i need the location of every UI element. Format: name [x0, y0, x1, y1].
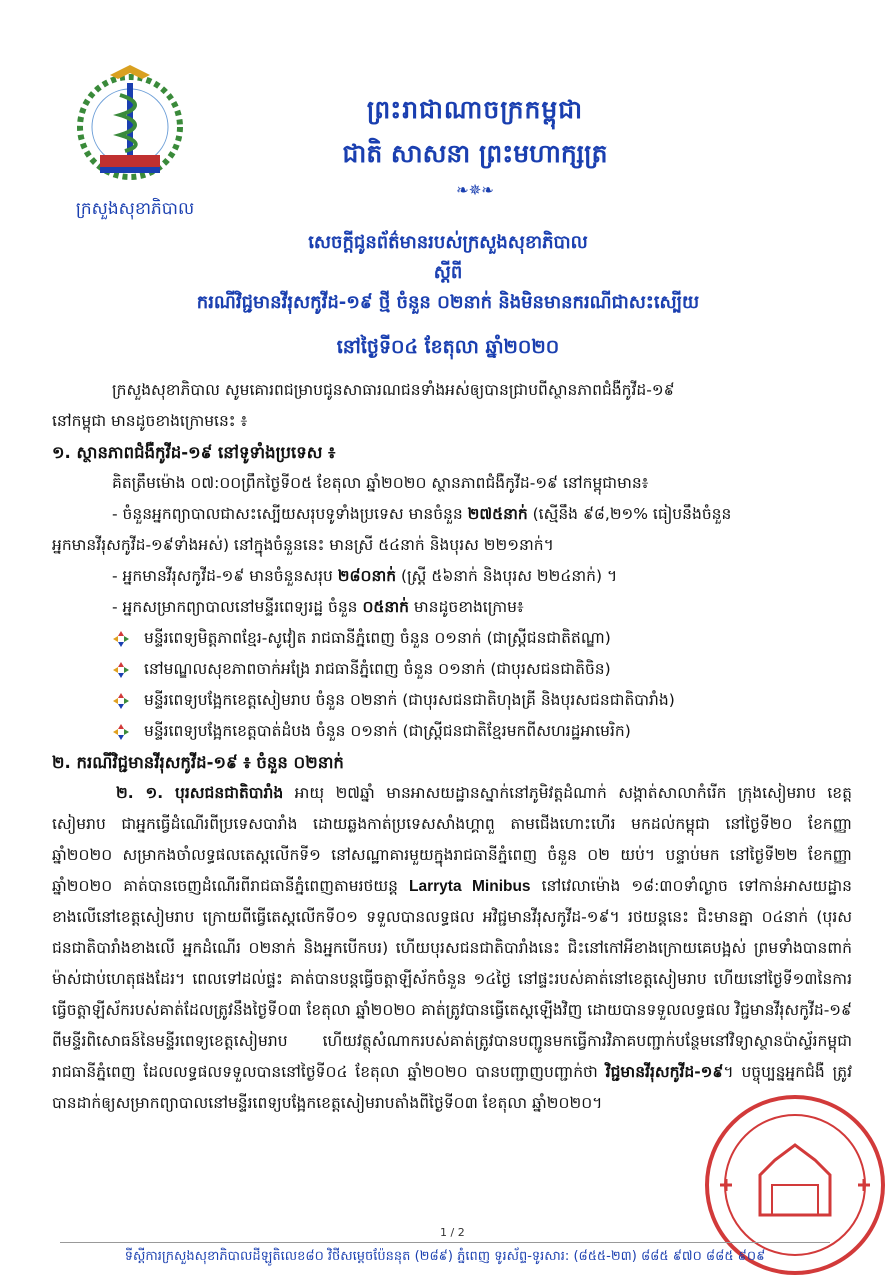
kingdom-heading [280, 95, 670, 199]
title-line2: ស្តីពី [433, 262, 463, 283]
document-title [60, 228, 836, 362]
four-arrow-bullet-icon [112, 723, 130, 741]
bullet-text: មន្ទីរពេទ្យមិត្តភាពខ្មែរ-សូវៀត រាជធានីភ្នំពេញ ចំនួន ០១នាក់ (ជាស្ត្រីជនជាតិឥណ្ឌា) [144, 629, 611, 647]
para-c: ។ បច្ចុប្បន្នអ្នកជំងឺ ត្រូវបានដាក់ឲ្យសម្រាកព្យាបាលនៅមន្ទីរពេទ្យបង្អែកខេត្តសៀមរាបតាំងពីថ្ងៃទី០៣ ខែតុលា ឆ្នាំ២០២០។ [52, 1063, 852, 1112]
item-hosp-count: ០៥នាក់ [362, 598, 409, 616]
four-arrow-bullet-icon [112, 692, 130, 710]
four-arrow-bullet-icon [112, 630, 130, 648]
bullet-text: មន្ទីរពេទ្យបង្អែកខេត្តបាត់ដំបង ចំនួន ០១នាក់ (ជាស្ត្រីជនជាតិខ្មែរមកពីសហរដ្ឋអាមេរិក) [144, 722, 631, 740]
list-item [52, 623, 852, 654]
item-total-cases [52, 561, 852, 592]
list-item [52, 716, 852, 747]
title-line3: ករណីវិជ្ជមានវីរុសកូវីដ-១៩ ថ្មី ចំនួន ០២នាក់ និងមិនមានករណីជាសះស្បើយ [196, 292, 700, 313]
bullet-text: មន្ទីរពេទ្យបង្អែកខេត្តសៀមរាប ចំនួន ០២នាក់ (ជាបុរសជនជាតិហុងគ្រី និងបុរសជនជាតិបារាំង) [144, 691, 675, 709]
item-total-a: - អ្នកមានវីរុសកូវីដ-១៩ មានចំនួនសរុប [112, 567, 338, 585]
section2-heading: ២. ករណីវិជ្ជមានវីរុសកូវីដ-១៩ ៖ ចំនួន ០២នាក់ [52, 753, 344, 772]
item-total-b: (ស្ត្រី ៥៦នាក់ និងបុរស ២២៤នាក់) ។ [396, 567, 618, 585]
bus-name: Larryta Minibus [409, 878, 531, 895]
section2-subheading: ២. ១. បុរសជនជាតិបារាំង [116, 784, 284, 802]
section1-lead: គិតត្រឹមម៉ោង ០៧:០០ព្រឹកថ្ងៃទី០៥ ខែតុលា ឆ្នាំ២០២០ ស្ថានភាពជំងឺកូវីដ-១៩ នៅកម្ពុជាមាន៖ [112, 474, 649, 492]
item-recovered-count: ២៧៥នាក់ [467, 505, 528, 523]
item-recovered-cont: អ្នកមានវីរុសកូវីដ-១៩ទាំងអស់) នៅក្នុងចំនួននេះ មានស្រី ៥៤នាក់ និងបុរស ២២១នាក់។ [52, 536, 554, 554]
item-total-count: ២៨០នាក់ [337, 567, 397, 585]
footer-divider [60, 1242, 830, 1243]
item-hosp-a: - អ្នកសម្រាកព្យាបាលនៅមន្ទីរពេទ្យរដ្ឋ ចំនួន [112, 598, 363, 616]
section1-heading: ១. ស្ថានភាពជំងឺកូវីដ-១៩ នៅទូទាំងប្រទេស ៖ [52, 443, 336, 462]
document-body [52, 375, 852, 1119]
case-paragraph [52, 778, 852, 1119]
intro-text: ក្រសួងសុខាភិបាល សូមគោរពជម្រាបជូនសាធារណជនទាំងអស់ឲ្យបានជ្រាបពីស្ថានភាពជំងឺកូវីដ-១៩ [112, 381, 675, 399]
footer-address: ទីស្តីការក្រសួងសុខាភិបាលដីឡូតិលេខ៨០ វិថីសម្តេចប៉ែននុត (២៨៩) ភ្នំពេញ ទូរស័ព្ទ-ទូរសារ: (៨៥៥-២៣) ៨៨៥ ៩៧០ ៨៨៥ ៩០៩ [124, 1249, 766, 1264]
page-number: 1 / 2 [440, 1226, 465, 1239]
title-line1: សេចក្តីជូនព័ត៌មានរបស់ក្រសួងសុខាភិបាល [308, 232, 588, 253]
kingdom-line2: ជាតិ សាសនា ព្រះមហាក្សត្រ [342, 139, 608, 168]
bullet-text: នៅមណ្ឌលសុខភាពចាក់អង្រែ រាជធានីភ្នំពេញ ចំនួន ០១នាក់ (ជាបុរសជនជាតិចិន) [144, 660, 611, 678]
item-hospitalized [52, 592, 852, 623]
kingdom-line1: ព្រះរាជាណាចក្រកម្ពុជា [366, 95, 584, 124]
para-a: អាយុ ២៧ឆ្នាំ មានអាសយដ្ឋានស្នាក់នៅភូមិវត្តដំណាក់ សង្កាត់សាលាកំរើក ក្រុងសៀមរាប ខេត្តសៀមរាប ជាអ្នកធ្វើដំណើរពីប្រទេសបារាំង ដោយឆ្លងកាត់ប្រទេសសាំងហ្គាពួ តាមជើងហោះហើរ មកដល់កម្ពុជា នៅថ្ងៃទី២០ ខែកញ្ញា ឆ្នាំ២០២០ សម្រាកងចាំលទ្ធផលតេស្តលើកទី១ នៅសណ្ឋាគារមួយក្នុងរាជធានីភ្នំពេញ ចំនួន ០២ យប់។ បន្ទាប់មក នៅថ្ងៃទី២២ ខែកញ្ញា ឆ្នាំ២០២០ គាត់បានចេញដំណើរពីរាជធានីភ្នំពេញតាមរថយន្ត [52, 784, 852, 895]
title-date: នៅថ្ងៃទី០៤ ខែតុលា ឆ្នាំ២០២០ [336, 336, 560, 358]
ministry-emblem-logo [60, 55, 200, 195]
list-item [52, 654, 852, 685]
ministry-label: ក្រសួងសុខាភិបាល [75, 199, 195, 219]
item-hosp-b: មានដូចខាងក្រោម៖ [409, 598, 524, 616]
item-recovered-b: (ស្មើនឹង ៩៨,២១% ធៀបនឹងចំនួន [527, 505, 732, 523]
four-arrow-bullet-icon [112, 661, 130, 679]
ornament: ❧✵❧ [456, 181, 494, 199]
positive-result: វិជ្ជមានវីរុសកូវីដ-១៩ [605, 1063, 724, 1081]
list-item [52, 685, 852, 716]
para-b: នៅវេលាម៉ោង ១៨:៣០ទាំល្ងាច ទៅកាន់អាសយដ្ឋានខាងលើនៅខេត្តសៀមរាប ក្រោយពីធ្វើតេស្តលើកទី០១ ទទួលបានលទ្ធផល អវិជ្ជមានវីរុសកូវីដ-១៩។ រថយន្តនេះ ជិះមានគ្នា ០៤នាក់ (បុរសជនជាតិបារាំងខាងលើ អ្នកដំណើរ ០២នាក់ និងអ្នកបើកបរ) ហើយបុរសជនជាតិបារាំងនេះ ជិះនៅកៅអីខាងក្រោយគេបង្អស់ ព្រមទាំងបានពាក់ម៉ាស់ជាប់ហេតុផងដែរ។ ពេលទៅដល់ផ្ទះ គាត់បានបន្តធ្វើចត្តាឡីស័កចំនួន ១៤ថ្ងៃ នៅផ្ទះរបស់គាត់នៅខេត្តសៀមរាប ហើយនៅថ្ងៃទី១៣នៃការធ្វើចត្តាឡីស័ករបស់គាត់ដែលត្រូវនឹងថ្ងៃទី០៣ ខែតុលា ឆ្នាំ២០២០ គាត់ត្រូវបានធ្វើតេស្តឡើងវិញ ដោយបានទទួលលទ្ធផល វិជ្ជមានវីរុសកូវីដ-១៩ ពីមន្ទីរពិសោធន៍នៃមន្ទីរពេទ្យខេត្តសៀមរាប ហើយវត្ថុសំណាករបស់គាត់ត្រូវបានបញ្ជូនមកធ្វើការវិភាគបញ្ជាក់បន្ថែមនៅវិទ្យាស្ថានប៉ាស្ទ័រកម្ពុជា រាជធានីភ្នំពេញ ដែលលទ្ធផលទទួលបាននៅថ្ងៃទី០៤ ខែតុលា ឆ្នាំ២០២០ បានបញ្ជាញបញ្ជាក់ថា [52, 877, 852, 1081]
item-recovered-a: - ចំនួនអ្នកព្យាបាលជាសះស្បើយសរុបទូទាំងប្រទេស មានចំនួន [112, 505, 468, 523]
intro-text-cont: នៅកម្ពុជា មានដូចខាងក្រោមនេះ ៖ [52, 412, 248, 430]
item-recovered [52, 499, 852, 530]
